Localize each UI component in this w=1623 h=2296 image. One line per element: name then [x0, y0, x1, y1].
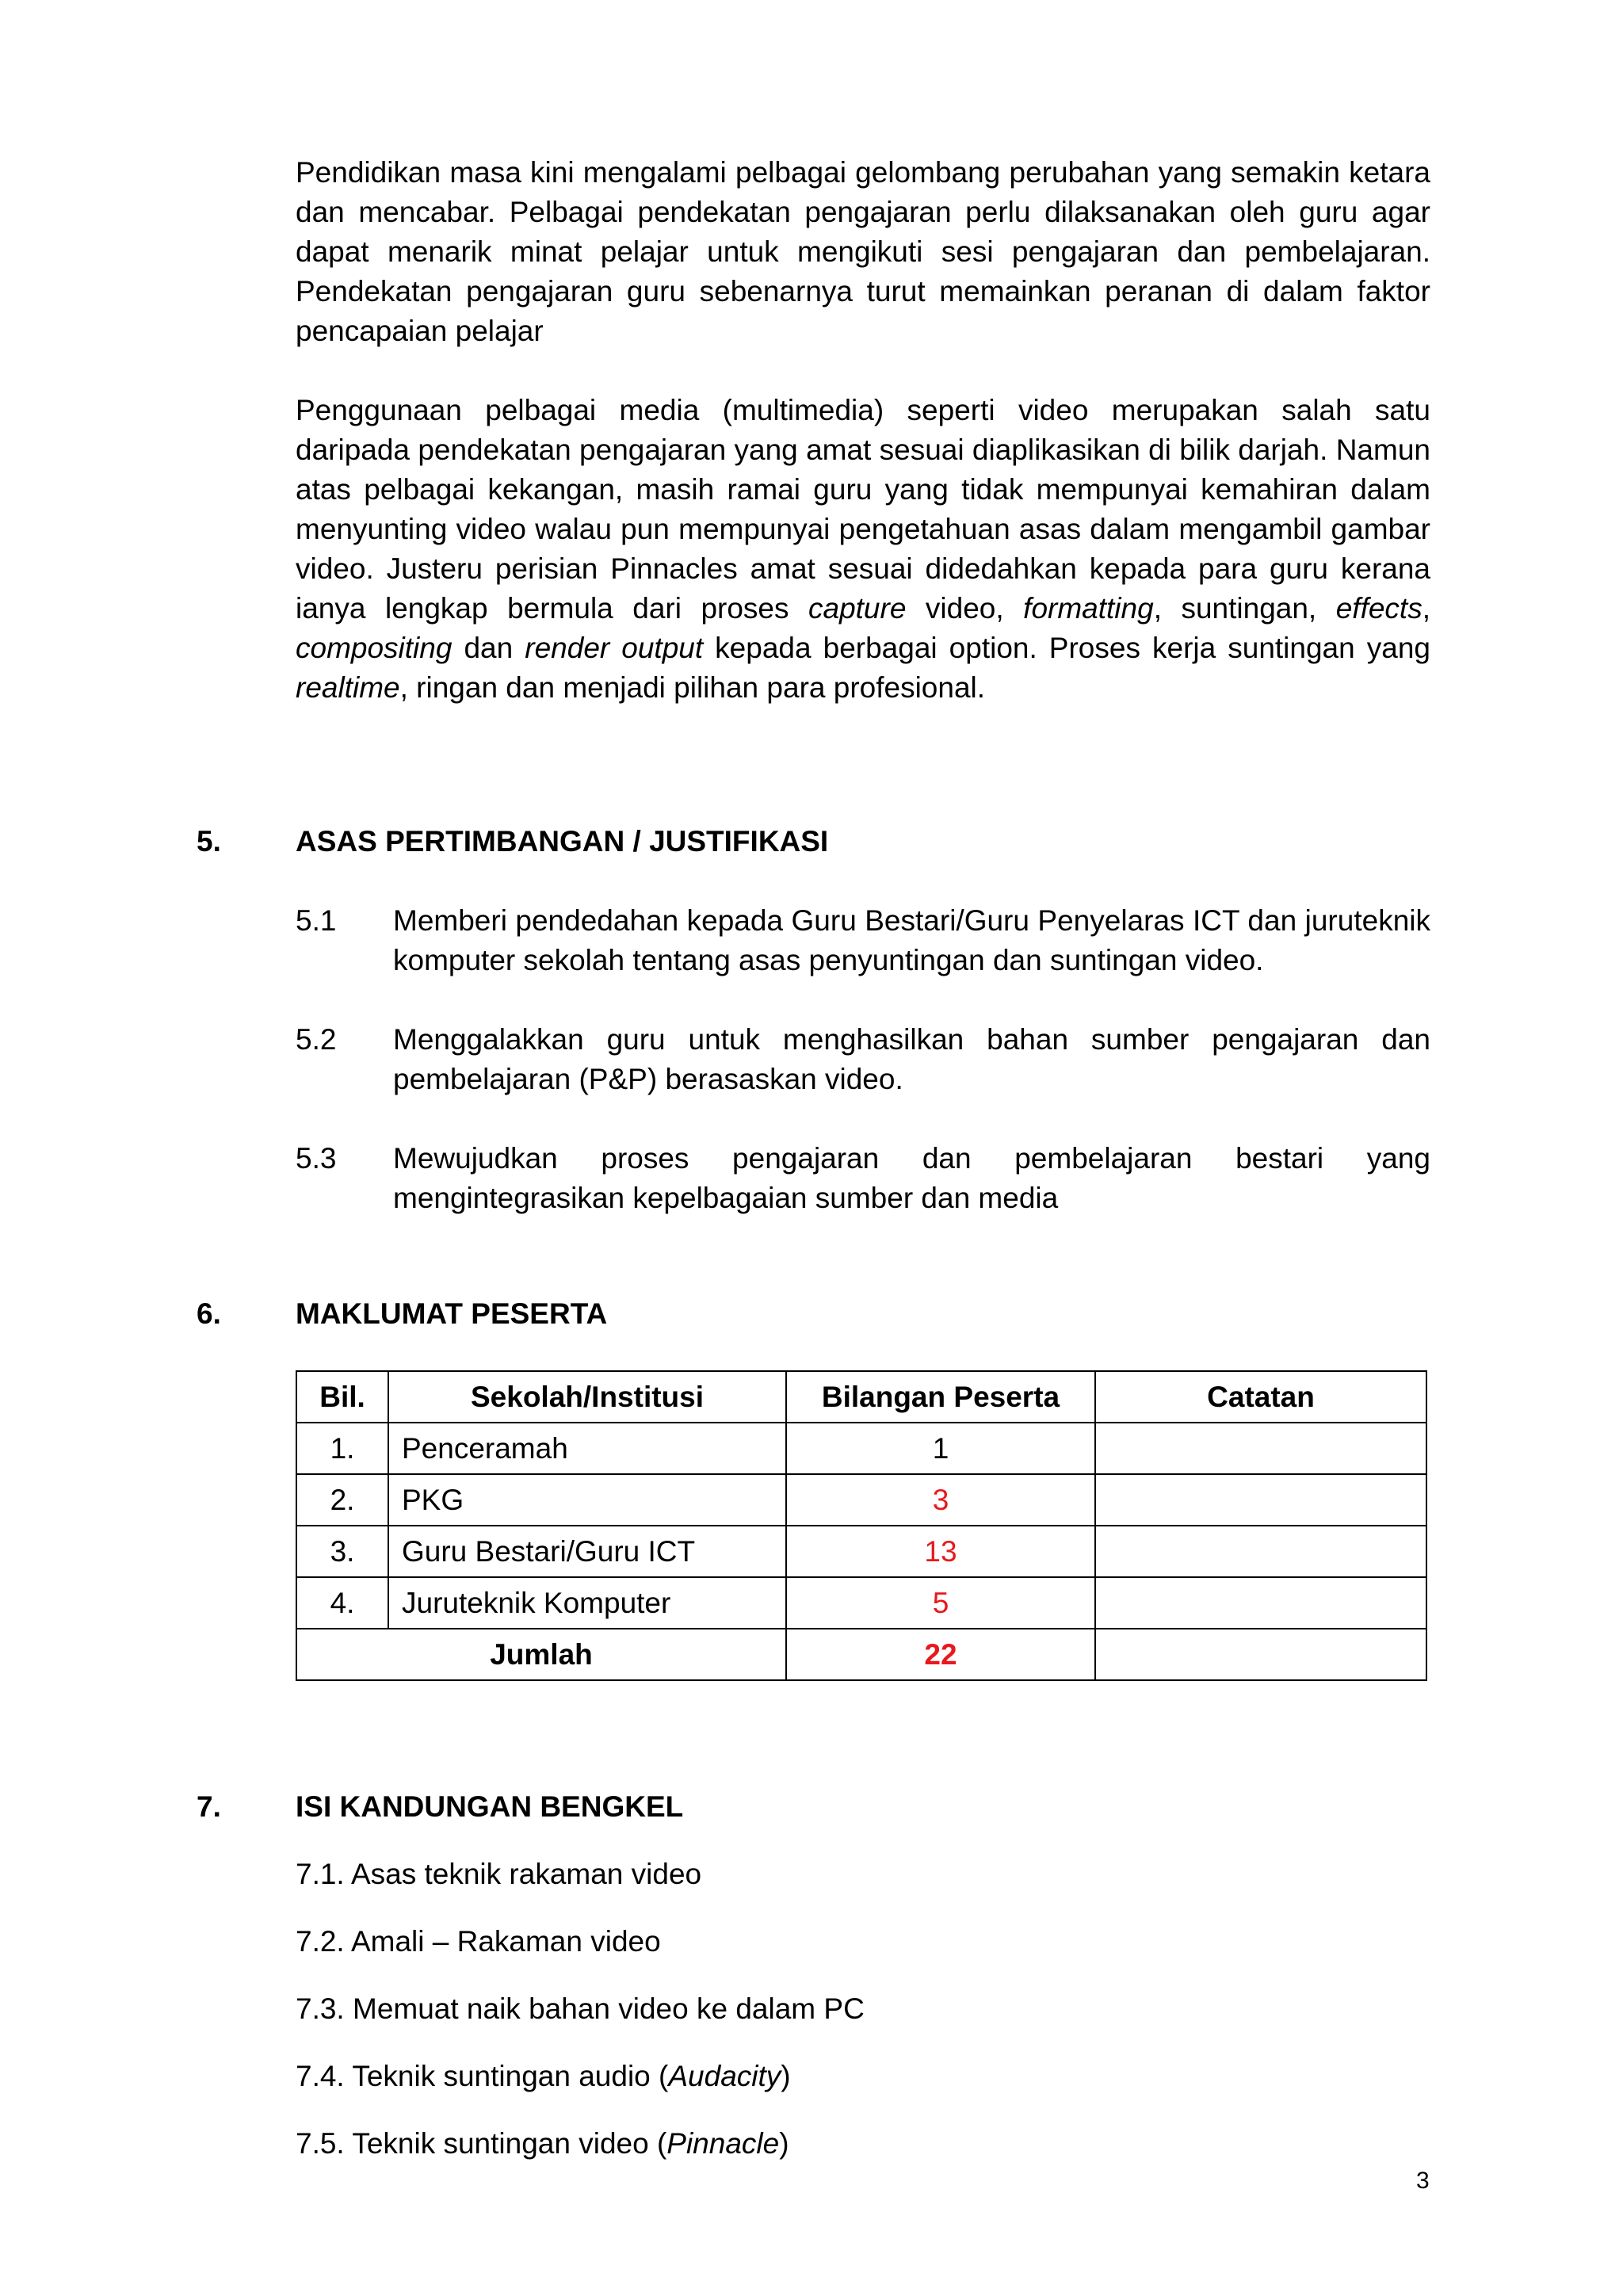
text-run: 7.4. Teknik suntingan audio ( [296, 2060, 669, 2092]
italic-term: effects [1335, 592, 1423, 625]
cell-sekolah: Guru Bestari/Guru ICT [388, 1526, 786, 1577]
section-6-number: 6. [197, 1297, 221, 1330]
text-run: , suntingan, [1153, 592, 1336, 625]
cell-sekolah: Penceramah [388, 1423, 786, 1474]
table-header-row [296, 1371, 1426, 1423]
italic-term: formatting [1023, 592, 1154, 625]
table-row [296, 1526, 1426, 1577]
text-run: kepada berbagai option. Proses kerja suntingan yang [703, 632, 1430, 664]
text-run: video, [906, 592, 1024, 625]
cell-bilangan: 5 [786, 1577, 1095, 1629]
header-bilangan: Bilangan Peserta [786, 1371, 1095, 1423]
item-number: 5.3 [296, 1142, 337, 1175]
cell-bil: 4. [296, 1577, 388, 1629]
section-5-number: 5. [197, 825, 221, 858]
italic-term: render output [525, 632, 704, 664]
text-run: ) [781, 2060, 791, 2092]
cell-bilangan: 1 [786, 1423, 1095, 1474]
section-5-item-2 [296, 1020, 1430, 1099]
italic-term: capture [808, 592, 907, 625]
intro-paragraph-2 [296, 391, 1430, 708]
item-text: Mewujudkan proses pengajaran dan pembelajaran bestari yang mengintegrasikan kepelbagaian sumber dan media [393, 1142, 1430, 1214]
header-catatan: Catatan [1095, 1371, 1426, 1423]
table-row [296, 1474, 1426, 1526]
section-7-item-3: 7.3. Memuat naik bahan video ke dalam PC [296, 1992, 865, 2025]
participant-table [296, 1370, 1427, 1681]
italic-term: Audacity [668, 2060, 781, 2092]
italic-term: realtime [296, 671, 400, 704]
text-run: ) [779, 2127, 789, 2160]
table-row [296, 1423, 1426, 1474]
text-run: , ringan dan menjadi pilihan para profesional. [399, 671, 986, 704]
cell-bil: 3. [296, 1526, 388, 1577]
item-number: 5.2 [296, 1023, 337, 1056]
section-7-item-2: 7.2. Amali – Rakaman video [296, 1925, 661, 1958]
section-7-item-1: 7.1. Asas teknik rakaman video [296, 1858, 702, 1890]
section-7-title: ISI KANDUNGAN BENGKEL [296, 1790, 684, 1823]
cell-sekolah: PKG [388, 1474, 786, 1526]
cell-bilangan: 3 [786, 1474, 1095, 1526]
cell-bil: 2. [296, 1474, 388, 1526]
cell-bilangan: 13 [786, 1526, 1095, 1577]
cell-catatan [1095, 1474, 1426, 1526]
header-sekolah: Sekolah/Institusi [388, 1371, 786, 1423]
section-5-title: ASAS PERTIMBANGAN / JUSTIFIKASI [296, 825, 829, 858]
header-bil: Bil. [296, 1371, 388, 1423]
total-value: 22 [786, 1629, 1095, 1680]
cell-sekolah: Juruteknik Komputer [388, 1577, 786, 1629]
total-catatan [1095, 1629, 1426, 1680]
intro-paragraph-1 [296, 153, 1430, 351]
intro-paragraph-1-text: Pendidikan masa kini mengalami pelbagai gelombang perubahan yang semakin ketara dan mencabar. Pelbagai pendekatan pengajaran perlu dilaksanakan oleh guru agar dapat menarik minat pelajar untuk mengikuti sesi pengajaran dan pembelajaran. Pendekatan pengajaran guru sebenarnya turut memainkan peranan di dalam faktor pencapaian pelajar [296, 156, 1430, 347]
table-total-row [296, 1629, 1426, 1680]
total-label: Jumlah [296, 1629, 786, 1680]
cell-catatan [1095, 1577, 1426, 1629]
item-text: Menggalakkan guru untuk menghasilkan bahan sumber pengajaran dan pembelajaran (P&P) berasaskan video. [393, 1023, 1430, 1095]
italic-term: Pinnacle [666, 2127, 780, 2160]
text-run: dan [452, 632, 525, 664]
text-run: , [1422, 592, 1430, 625]
item-text: Memberi pendedahan kepada Guru Bestari/Guru Penyelaras ICT dan juruteknik komputer sekolah tentang asas penyuntingan dan suntingan video. [393, 904, 1430, 976]
text-run: 7.5. Teknik suntingan video ( [296, 2127, 667, 2160]
intro-paragraph-2-text [296, 391, 1430, 708]
section-7-item-4 [296, 2057, 791, 2096]
cell-bil: 1. [296, 1423, 388, 1474]
cell-catatan [1095, 1526, 1426, 1577]
section-6-title: MAKLUMAT PESERTA [296, 1297, 608, 1330]
section-5-item-1 [296, 901, 1430, 980]
italic-term: compositing [296, 632, 453, 664]
section-5-item-3 [296, 1139, 1430, 1218]
item-number: 5.1 [296, 904, 337, 937]
section-7-item-5 [296, 2124, 789, 2164]
cell-catatan [1095, 1423, 1426, 1474]
text-run: Penggunaan pelbagai media (multimedia) seperti video merupakan salah satu daripada pendekatan pengajaran yang amat sesuai diaplikasikan di bilik darjah. Namun atas pelbagai kekangan, masih ramai guru yang tidak mempunyai kemahiran dalam menyunting video walau pun mempunyai pengetahuan asas dalam mengambil gambar video. Justeru perisian Pinnacles amat sesuai didedahkan kepada para guru kerana ianya lengkap bermula dari proses [296, 394, 1430, 625]
page-number: 3 [1416, 2168, 1430, 2194]
table-row [296, 1577, 1426, 1629]
section-7-number: 7. [197, 1790, 221, 1823]
